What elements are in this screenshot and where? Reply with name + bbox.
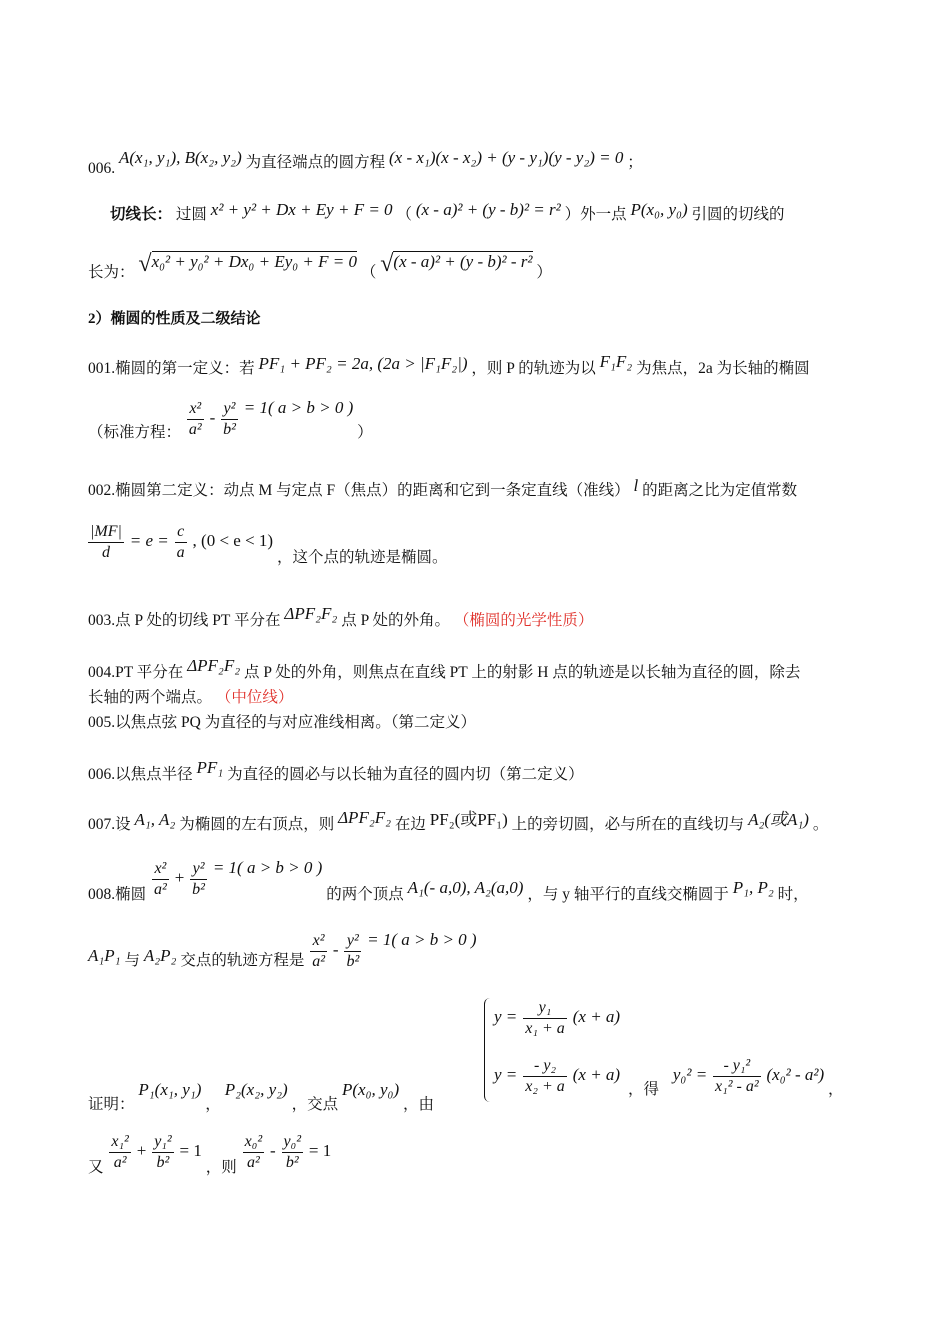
formula-condition: = 1( a > b > 0 ) bbox=[243, 398, 354, 417]
text: 006.以焦点半径 bbox=[88, 766, 193, 783]
formula-standard-circle: (x - a)² + (y - b)² = r² bbox=[415, 200, 561, 219]
text: 001.椭圆的第一定义：若 bbox=[88, 360, 255, 377]
text: ，这个点的轨迹是椭圆。 bbox=[276, 549, 448, 567]
text: 为直径的圆必与以长轴为直径的圆内切（第二定义） bbox=[227, 766, 584, 783]
text: ，则 bbox=[205, 1159, 237, 1177]
ellipse-008-line-2 bbox=[88, 930, 477, 972]
text: 的距离之比为定值常数 bbox=[642, 482, 798, 499]
formula-intersections: P₁, P₂ bbox=[732, 878, 774, 897]
formula-line-a2p2: A₂P₂ bbox=[143, 946, 177, 965]
formula-endpoints: A(x₁, y₁), B(x₂, y₂) bbox=[119, 148, 242, 167]
text: 与 bbox=[124, 952, 140, 969]
formula-triangle: ΔPF₂F₂ bbox=[338, 808, 392, 827]
note-midline: （中位线） bbox=[215, 689, 294, 706]
text: 长为： bbox=[88, 264, 135, 281]
formula-condition: = 1( a > b > 0 ) bbox=[367, 930, 477, 949]
text: ）外一点 bbox=[564, 206, 627, 223]
formula-side: PF₂(或PF₁) bbox=[429, 810, 508, 829]
tangent-length-line bbox=[110, 200, 785, 225]
text: ，由 bbox=[402, 1096, 434, 1113]
text: 004.PT 平分在 bbox=[88, 664, 184, 681]
formula-range: , (0 < e < 1) bbox=[192, 531, 274, 551]
proof-result: ，得 y₀² = $\frac{\text{- y₁²}}{\text{x₁² - a²}}$ (x₀² - a²) ， bbox=[628, 1057, 844, 1099]
formula-point-p: P(x₀, y₀) bbox=[341, 1080, 400, 1099]
formula-foci: F₁F₂ bbox=[599, 352, 633, 371]
formula-general-circle: x² + y² + Dx + Ey + F = 0 bbox=[210, 200, 393, 219]
system-eq-1: y = $\frac{\text{y₁}}{\text{x₁ + a}}$ (x + a) bbox=[494, 999, 621, 1037]
formula-point-p2: P₂(x₂, y₂) bbox=[224, 1080, 288, 1099]
ellipse-004-line bbox=[88, 656, 800, 683]
fraction: $\frac{\text{y₁}}{\text{x₁ + a}}$ bbox=[525, 999, 565, 1037]
text: 008.椭圆 bbox=[88, 886, 147, 903]
text: 时， bbox=[777, 886, 809, 903]
ellipse-002-formula bbox=[86, 522, 447, 568]
item-number: 006. bbox=[88, 160, 116, 177]
circle-006-line bbox=[88, 148, 643, 179]
formula-tangent-length-1: x₀² + y₀² + Dx₀ + Ey₀ + F = 0 bbox=[151, 252, 357, 271]
ellipse-001-line bbox=[88, 352, 810, 379]
formula-eccentricity: = e = bbox=[129, 531, 169, 551]
text: ，得 bbox=[628, 1081, 660, 1099]
text: （ bbox=[396, 206, 412, 223]
note-optical-property: （椭圆的光学性质） bbox=[453, 612, 594, 629]
ellipse-002-line bbox=[88, 476, 797, 501]
fraction-y2-b2: $\frac{\text{y²}}{\text{b²}}$ bbox=[192, 859, 205, 898]
fraction-mf-d: $\frac{|MF|}{d}$ bbox=[90, 523, 122, 561]
text: ； bbox=[627, 154, 643, 171]
text: 007.设 bbox=[88, 816, 131, 833]
text: （ bbox=[360, 264, 377, 281]
ellipse-001-standard bbox=[88, 398, 373, 443]
ellipse-007-line bbox=[88, 808, 828, 835]
text: ， bbox=[205, 1096, 221, 1113]
text: 003.点 P 处的切线 PT 平分在 bbox=[88, 612, 281, 629]
text: ，交点 bbox=[291, 1096, 339, 1113]
section-heading: 2）椭圆的性质及二级结论 bbox=[88, 311, 261, 327]
text: 点 P 处的外角，则焦点在直线 PT 上的射影 H 点的轨迹是以长轴为直径的圆，除去 bbox=[244, 664, 801, 681]
minus-sign: - bbox=[332, 940, 339, 959]
sqrt-symbol: √ bbox=[380, 251, 394, 277]
formula-condition: = 1( a > b > 0 ) bbox=[212, 858, 323, 877]
system-brace bbox=[484, 998, 493, 1102]
fraction-x2-a2: $\frac{\text{x²}}{\text{a²}}$ bbox=[154, 859, 167, 898]
text: 在边 bbox=[394, 816, 426, 833]
ellipse-003-line bbox=[88, 604, 593, 631]
fraction-x2-a2: $\frac{\text{x²}}{\text{a²}}$ bbox=[188, 399, 202, 438]
formula-point-p1: P₁(x₁, y₁) bbox=[138, 1080, 202, 1099]
text: 的两个顶点 bbox=[326, 886, 404, 903]
also-line: 又 $\frac{\text{x₁²}}{\text{a²}}$ + $\frac{\text{y₁²}}{\text{b²}}$ = 1 ，则 $\frac{\text{x₀²}}{\text{a²}}$ - $\frac{\text{y₀²}}{\text{b²}}$ = 1 bbox=[88, 1133, 332, 1177]
fraction: $\frac{\text{y₁²}}{\text{b²}}$ bbox=[154, 1133, 172, 1171]
text: （标准方程： bbox=[88, 424, 182, 441]
formula-first-definition: PF₁ + PF₂ = 2a, (2a > |F₁F₂|) bbox=[258, 354, 468, 373]
minus-sign: - bbox=[209, 408, 216, 427]
formula-triangle: ΔPF₂F₂ bbox=[187, 656, 241, 675]
fraction-y2-b2: $\frac{\text{y²}}{\text{b²}}$ bbox=[346, 931, 360, 970]
text: 上的旁切圆，必与所在的直线切与 bbox=[511, 816, 745, 833]
formula-vertices: A₁, A₂ bbox=[134, 810, 176, 829]
ellipse-008-line bbox=[88, 858, 809, 905]
formula-circle-equation: (x - x₁)(x - x₂) + (y - y₁)(y - y₂) = 0 bbox=[389, 148, 624, 167]
formula-line-a1p1: A₁P₁ bbox=[88, 946, 121, 965]
fraction-c-a: $\frac{c}{a}$ bbox=[176, 523, 185, 561]
fraction-x2-a2: $\frac{\text{x²}}{\text{a²}}$ bbox=[312, 931, 326, 970]
text: 引圆的切线的 bbox=[691, 206, 785, 223]
tangent-label: 切线长： bbox=[110, 206, 173, 223]
formula-triangle: ΔPF₂F₂ bbox=[284, 604, 338, 623]
text: ， bbox=[828, 1081, 844, 1099]
text: ，与 y 轴平行的直线交椭圆于 bbox=[527, 886, 729, 903]
formula-vertex-points: A₁(- a,0), A₂(a,0) bbox=[407, 878, 524, 897]
fraction: $\frac{\text{- y₁²}}{\text{x₁² - a²}}$ bbox=[715, 1057, 759, 1095]
text: 又 bbox=[88, 1159, 104, 1177]
text: ） bbox=[536, 264, 552, 281]
text: 为直径端点的圆方程 bbox=[245, 154, 386, 171]
fraction-y2-b2: $\frac{\text{y²}}{\text{b²}}$ bbox=[223, 399, 236, 438]
text: 点 P 处的外角。 bbox=[341, 612, 450, 629]
fraction: $\frac{\text{- y₂}}{\text{x₂ + a}}$ bbox=[525, 1057, 565, 1095]
text: ） bbox=[357, 424, 373, 441]
tangent-length-line-2 bbox=[88, 252, 552, 283]
text: 证明： bbox=[88, 1096, 135, 1113]
formula-point: P(x₀, y₀) bbox=[630, 200, 688, 219]
fraction: $\frac{\text{y₀²}}{\text{b²}}$ bbox=[283, 1133, 302, 1171]
system-eq-2: y = $\frac{\text{- y₂}}{\text{x₂ + a}}$ (x + a) bbox=[494, 1057, 621, 1095]
fraction: $\frac{\text{x₀²}}{\text{a²}}$ bbox=[244, 1133, 263, 1171]
sqrt-symbol: √ bbox=[138, 251, 152, 277]
ellipse-006-line bbox=[88, 758, 584, 785]
formula-tangent-length-2: (x - a)² + (y - b)² - r² bbox=[393, 252, 533, 271]
text: 002.椭圆第二定义：动点 M 与定点 F（焦点）的距离和它到一条定直线（准线） bbox=[88, 482, 630, 499]
text: 长轴的两个端点。 bbox=[88, 689, 213, 706]
symbol-directrix: l bbox=[633, 476, 639, 495]
fraction: $\frac{\text{x₁²}}{\text{a²}}$ bbox=[111, 1133, 129, 1171]
text: 。 bbox=[812, 816, 829, 833]
ellipse-004-line-2 bbox=[88, 688, 293, 708]
text: 过圆 bbox=[175, 206, 207, 223]
formula-tangent-point: A₂(或A₁) bbox=[748, 810, 809, 829]
formula-focal-radius: PF₁ bbox=[196, 758, 224, 777]
text: 为焦点，2a 为长轴的椭圆 bbox=[636, 360, 810, 377]
ellipse-005-line: 005.以焦点弦 PQ 为直径的与对应准线相离。（第二定义） bbox=[88, 714, 476, 731]
text: 为椭圆的左右顶点，则 bbox=[179, 816, 335, 833]
plus-sign: + bbox=[174, 868, 185, 887]
proof-line bbox=[88, 1080, 434, 1115]
text: 交点的轨迹方程是 bbox=[180, 952, 305, 969]
text: ，则 P 的轨迹为以 bbox=[471, 360, 596, 377]
